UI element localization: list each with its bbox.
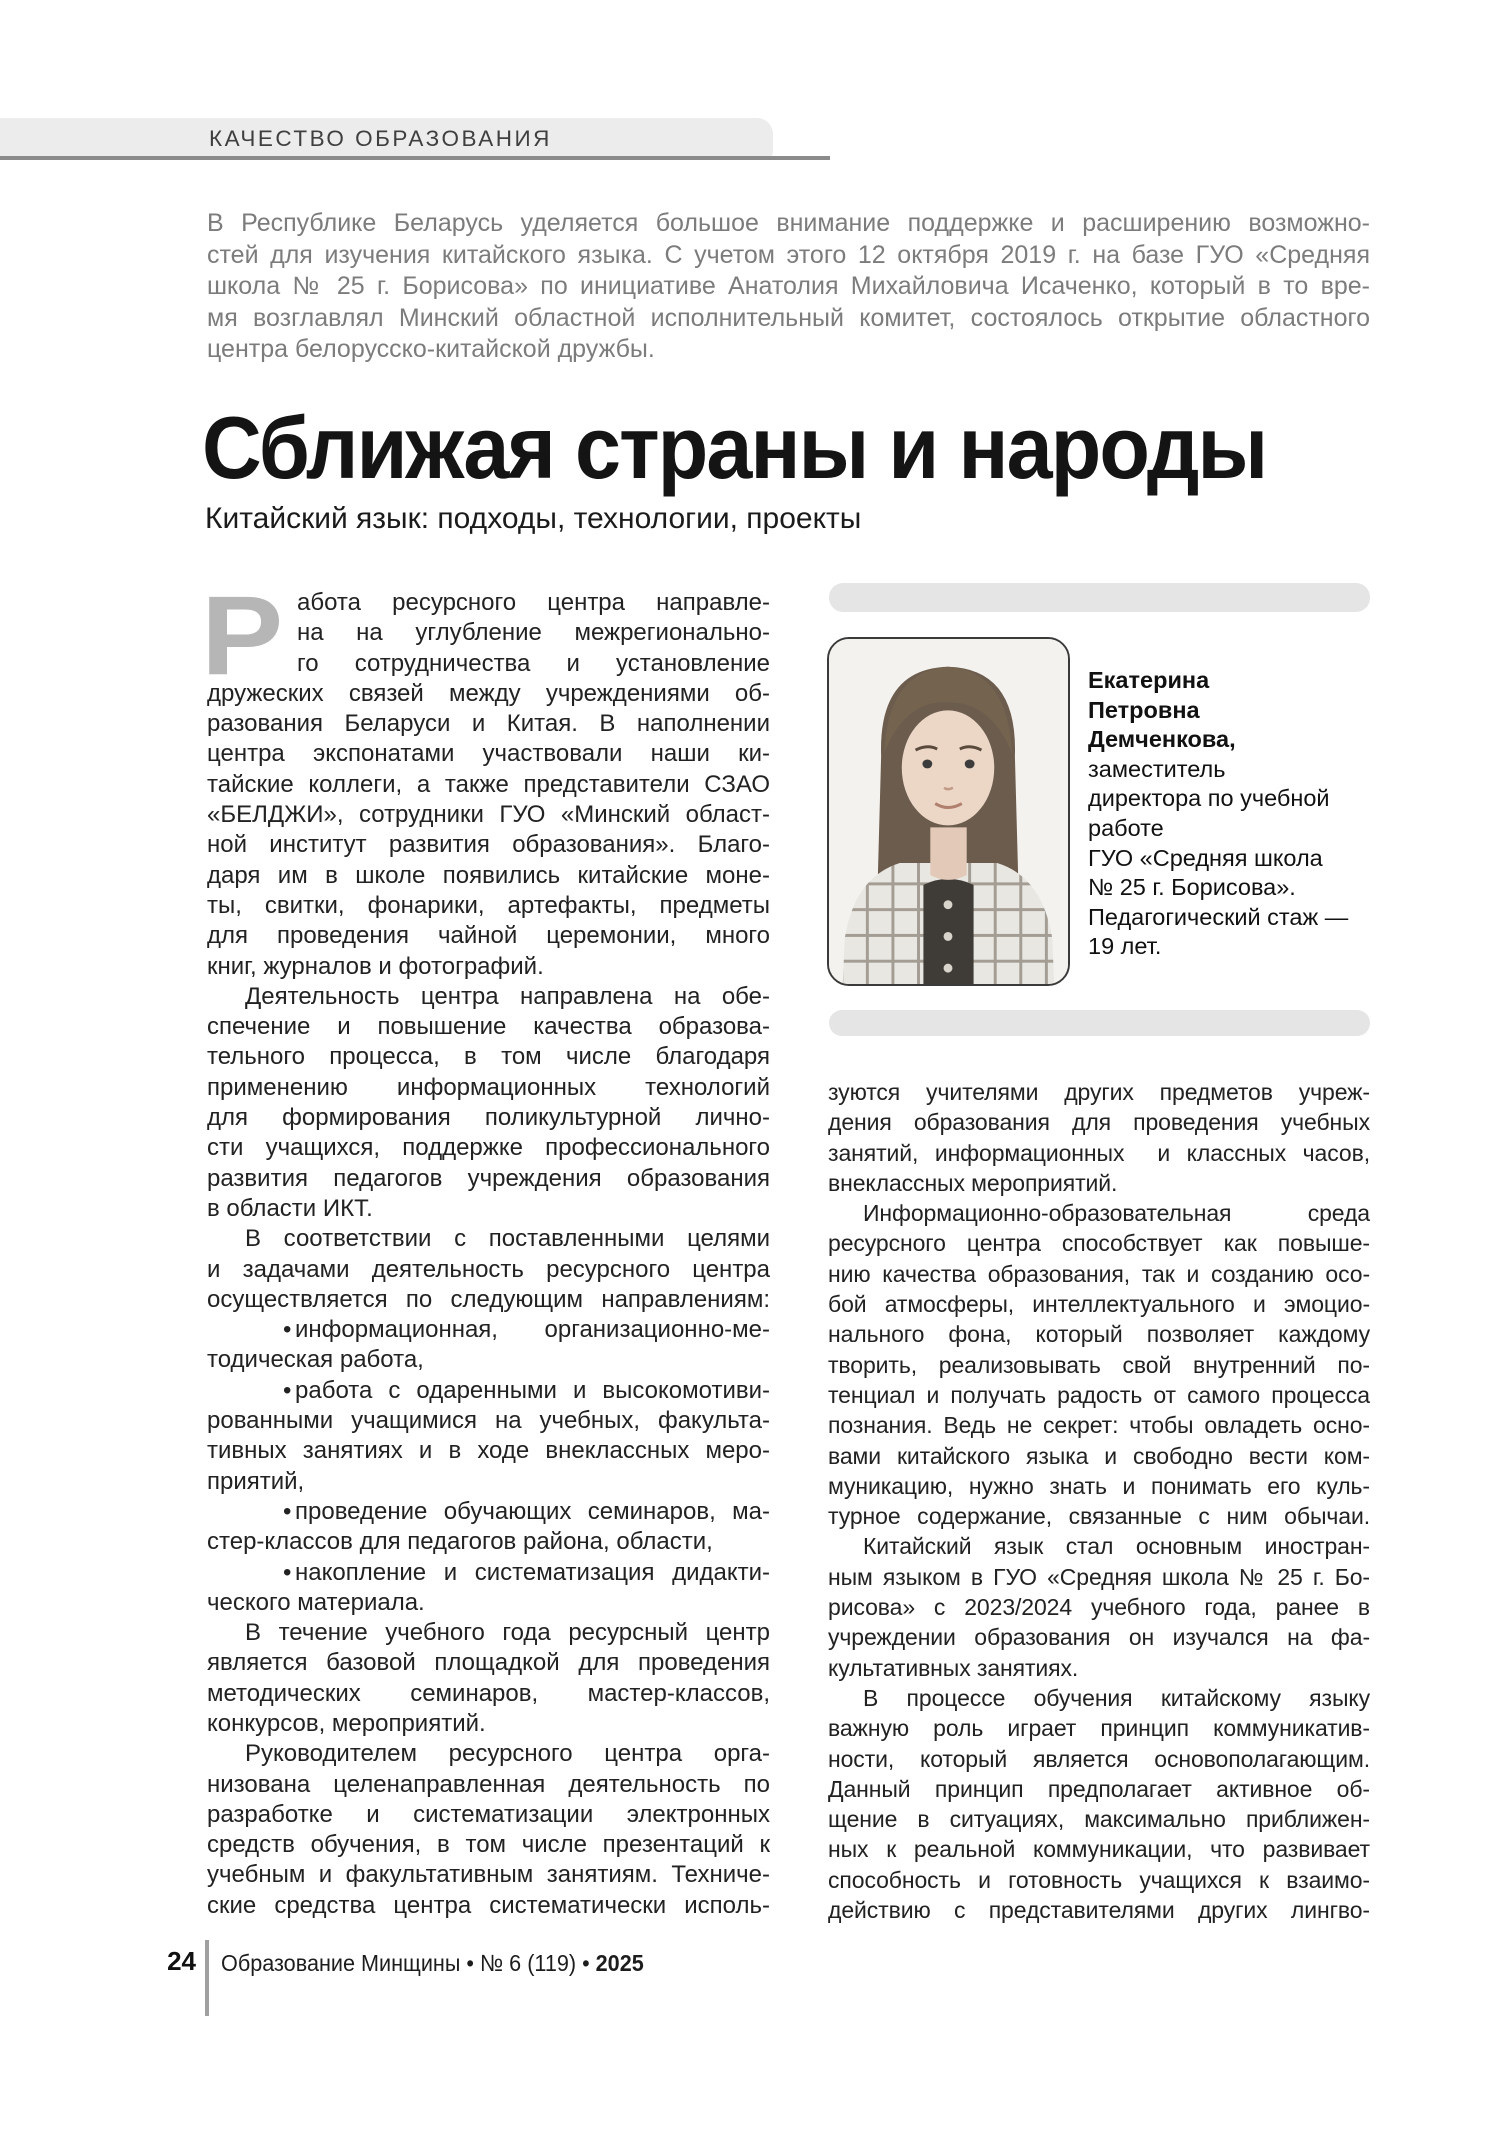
journal-line — [221, 1950, 644, 1977]
decorative-bar-top — [829, 583, 1370, 612]
body-line: важную роль играет принцип коммуникатив- — [828, 1715, 1370, 1742]
body-line: методических семинаров, мастер-классов, — [207, 1679, 770, 1707]
body-line: разования Беларуси и Китая. В наполнении — [207, 710, 770, 738]
body-line: нального фона, который позволяет каждому — [828, 1321, 1370, 1348]
left-column — [201, 573, 770, 1921]
caption-line: № 25 г. Борисова». — [1088, 874, 1296, 901]
body-line: книг, журналов и фотографий. — [207, 952, 544, 980]
body-line: разработке и систематизации электронных — [207, 1800, 770, 1828]
bullet-marker: • — [283, 1497, 292, 1525]
body-line: Руководителем ресурсного центра орга- — [245, 1740, 770, 1768]
kicker-label: КАЧЕСТВО ОБРАЗОВАНИЯ — [209, 126, 552, 151]
body-line: приятий, — [207, 1467, 305, 1495]
caption-line: ГУО «Средняя школа — [1088, 844, 1323, 871]
body-line: дения образования для проведения учебных — [828, 1109, 1370, 1136]
body-line: занятий, информационных и классных часов, — [828, 1139, 1370, 1166]
body-line: внеклассных мероприятий. — [828, 1169, 1118, 1196]
caption-line: работе — [1088, 814, 1164, 841]
body-line: тельного процесса, в том числе благодаря — [207, 1043, 770, 1071]
body-line: В течение учебного года ресурсный центр — [245, 1619, 770, 1647]
body-line: дружеских связей между учреждениями об- — [207, 679, 770, 707]
body-line: ности, который является основополагающим. — [828, 1745, 1370, 1772]
body-line: ной институт развития образования». Благо- — [207, 831, 770, 859]
body-line: способность и готовность учащихся к взаимо- — [828, 1866, 1370, 1893]
body-line: является базовой площадкой для проведения — [207, 1649, 770, 1677]
body-line: средств обучения, в том числе презентаций к — [207, 1831, 770, 1859]
lede-line: мя возглавлял Минский областной исполнительный комитет, состоялось открытие областного — [207, 303, 1370, 332]
photo-caption — [1088, 666, 1370, 962]
body-line: в области ИКТ. — [207, 1194, 373, 1222]
bullet-marker: • — [283, 1316, 292, 1344]
lede-line: В Республике Беларусь уделяется большое внимание поддержке и расширению возможно- — [207, 209, 1370, 237]
caption-line: Демченкова, — [1088, 726, 1236, 753]
body-line: для формирования поликультурной лично- — [207, 1104, 770, 1132]
body-line: тайские коллеги, а также представители СЗАО — [207, 770, 770, 798]
body-line: • накопление и систематизация дидакти- — [207, 1558, 770, 1588]
body-line: тодическая работа, — [207, 1346, 424, 1374]
body-line: и задачами деятельность ресурсного центра — [207, 1255, 770, 1283]
body-line: Информационно-образовательная среда — [863, 1200, 1370, 1227]
body-line: ных к реальной коммуникации, что развивает — [828, 1836, 1370, 1863]
body-line: В соответствии с поставленными целями — [245, 1225, 770, 1253]
body-line: турное содержание, связанные с ним обычаи. — [828, 1503, 1370, 1530]
body-line: учебным и факультативным занятиям. Техниче- — [207, 1861, 770, 1889]
dropcap-letter: Р — [201, 573, 284, 698]
body-line: центра экспонатами участвовали наши ки- — [207, 740, 770, 768]
caption-line: заместитель — [1088, 755, 1226, 782]
caption-line: Педагогический стаж — — [1088, 903, 1349, 930]
body-line: тенциал и получать радость от самого процесса — [828, 1381, 1370, 1408]
body-line: познания. Ведь не секрет: чтобы овладеть осно- — [828, 1412, 1370, 1439]
body-line: • работа с одаренными и высокомотиви- — [207, 1376, 770, 1406]
body-line: щение в ситуациях, максимально приближен- — [828, 1806, 1370, 1833]
lede-line: школа № 25 г. Борисова» по инициативе Анатолия Михайловича Исаченко, который в то вре- — [207, 272, 1370, 301]
body-line: нию качества образования, так и созданию осо- — [828, 1260, 1370, 1287]
article-title: Сближая страны и народы — [202, 398, 1267, 497]
body-line: учреждении образования он изучался на фа- — [828, 1624, 1370, 1651]
body-line: Данный принцип предполагает активное об- — [828, 1775, 1370, 1802]
kicker-rule — [0, 156, 830, 160]
bullet-marker: • — [283, 1376, 292, 1404]
body-line: развития педагогов учреждения образования — [207, 1164, 770, 1192]
journal-name: Образование Минщины • № 6 (119) • — [221, 1950, 596, 1976]
body-line: низована целенаправленная деятельность по — [207, 1770, 770, 1798]
body-line: конкурсов, мероприятий. — [207, 1709, 486, 1737]
body-line: сти учащихся, поддержке профессионального — [207, 1134, 770, 1162]
left-column-text — [207, 588, 770, 1921]
lede-paragraph — [207, 208, 1370, 366]
caption-line: директора по учебной — [1088, 785, 1330, 812]
caption-line: 19 лет. — [1088, 933, 1162, 960]
portrait-photo — [829, 639, 1068, 984]
body-line: бой атмосферы, интеллектуального и эмоцио- — [828, 1291, 1370, 1318]
body-line: абота ресурсного центра направле- — [297, 589, 770, 616]
body-line: Деятельность центра направлена на обе- — [245, 982, 770, 1010]
page-number: 24 — [167, 1946, 196, 1976]
article-subtitle: Китайский язык: подходы, технологии, проекты — [205, 502, 862, 535]
photo-frame — [827, 637, 1070, 986]
body-line: вами китайского языка и свободно вести ком- — [828, 1442, 1370, 1469]
body-line: зуются учителями других предметов учреж- — [828, 1079, 1370, 1105]
caption-line: Екатерина — [1088, 667, 1210, 693]
right-column — [828, 1077, 1370, 1925]
body-line: на на углубление межрегионально- — [297, 619, 770, 647]
body-line: муникацию, нужно знать и понимать его куль- — [828, 1472, 1370, 1499]
body-line: применению информационных технологий — [207, 1073, 770, 1101]
body-line: Китайский язык стал основным иностран- — [863, 1533, 1370, 1560]
body-line: творить, реализовывать свой внутренний по- — [828, 1351, 1370, 1378]
body-line: го сотрудничества и установление — [297, 649, 770, 677]
kicker-bar — [0, 118, 773, 158]
body-line: тивных занятиях и в ходе внеклассных меро- — [207, 1437, 770, 1465]
body-line: осуществляется по следующим направлениям: — [207, 1285, 770, 1313]
body-line: «БЕЛДЖИ», сотрудники ГУО «Минский област- — [207, 801, 770, 829]
body-line: В процессе обучения китайскому языку — [863, 1684, 1370, 1711]
body-line: ресурсного центра способствует как повыше- — [828, 1230, 1370, 1257]
footer-divider — [205, 1940, 209, 2016]
body-line: действию с представителями других лингво- — [828, 1897, 1370, 1924]
journal-year: 2025 — [595, 1950, 644, 1976]
body-line: ным языком в ГУО «Средняя школа № 25 г. Бо- — [828, 1563, 1370, 1590]
body-line: • проведение обучающих семинаров, ма- — [207, 1497, 770, 1527]
body-line: даря им в школе появились китайские моне- — [207, 861, 770, 889]
body-line: ские средства центра систематически исполь- — [207, 1891, 770, 1919]
body-line: для проведения чайной церемонии, много — [207, 922, 770, 950]
body-line: рованными учащимися на учебных, факульта- — [207, 1407, 770, 1435]
lede-line: центра белорусско-китайской дружбы. — [207, 335, 655, 364]
lede-line: стей для изучения китайского языка. С учетом этого 12 октября 2019 г. на базе ГУО «Средняя — [207, 240, 1370, 269]
caption-line: Петровна — [1088, 696, 1200, 723]
body-line: стер-классов для педагогов района, области, — [207, 1528, 713, 1556]
body-line: ческого материала. — [207, 1588, 425, 1616]
bullet-marker: • — [283, 1558, 292, 1586]
body-line: рисова» с 2023/2024 учебного года, ранее в — [828, 1594, 1370, 1621]
body-line: ты, свитки, фонарики, артефакты, предметы — [207, 891, 770, 919]
body-line: • информационная, организационно-ме- — [207, 1315, 770, 1345]
body-line: спечение и повышение качества образова- — [207, 1013, 770, 1041]
decorative-bar-bottom — [829, 1010, 1370, 1036]
body-line: культативных занятиях. — [828, 1654, 1079, 1681]
